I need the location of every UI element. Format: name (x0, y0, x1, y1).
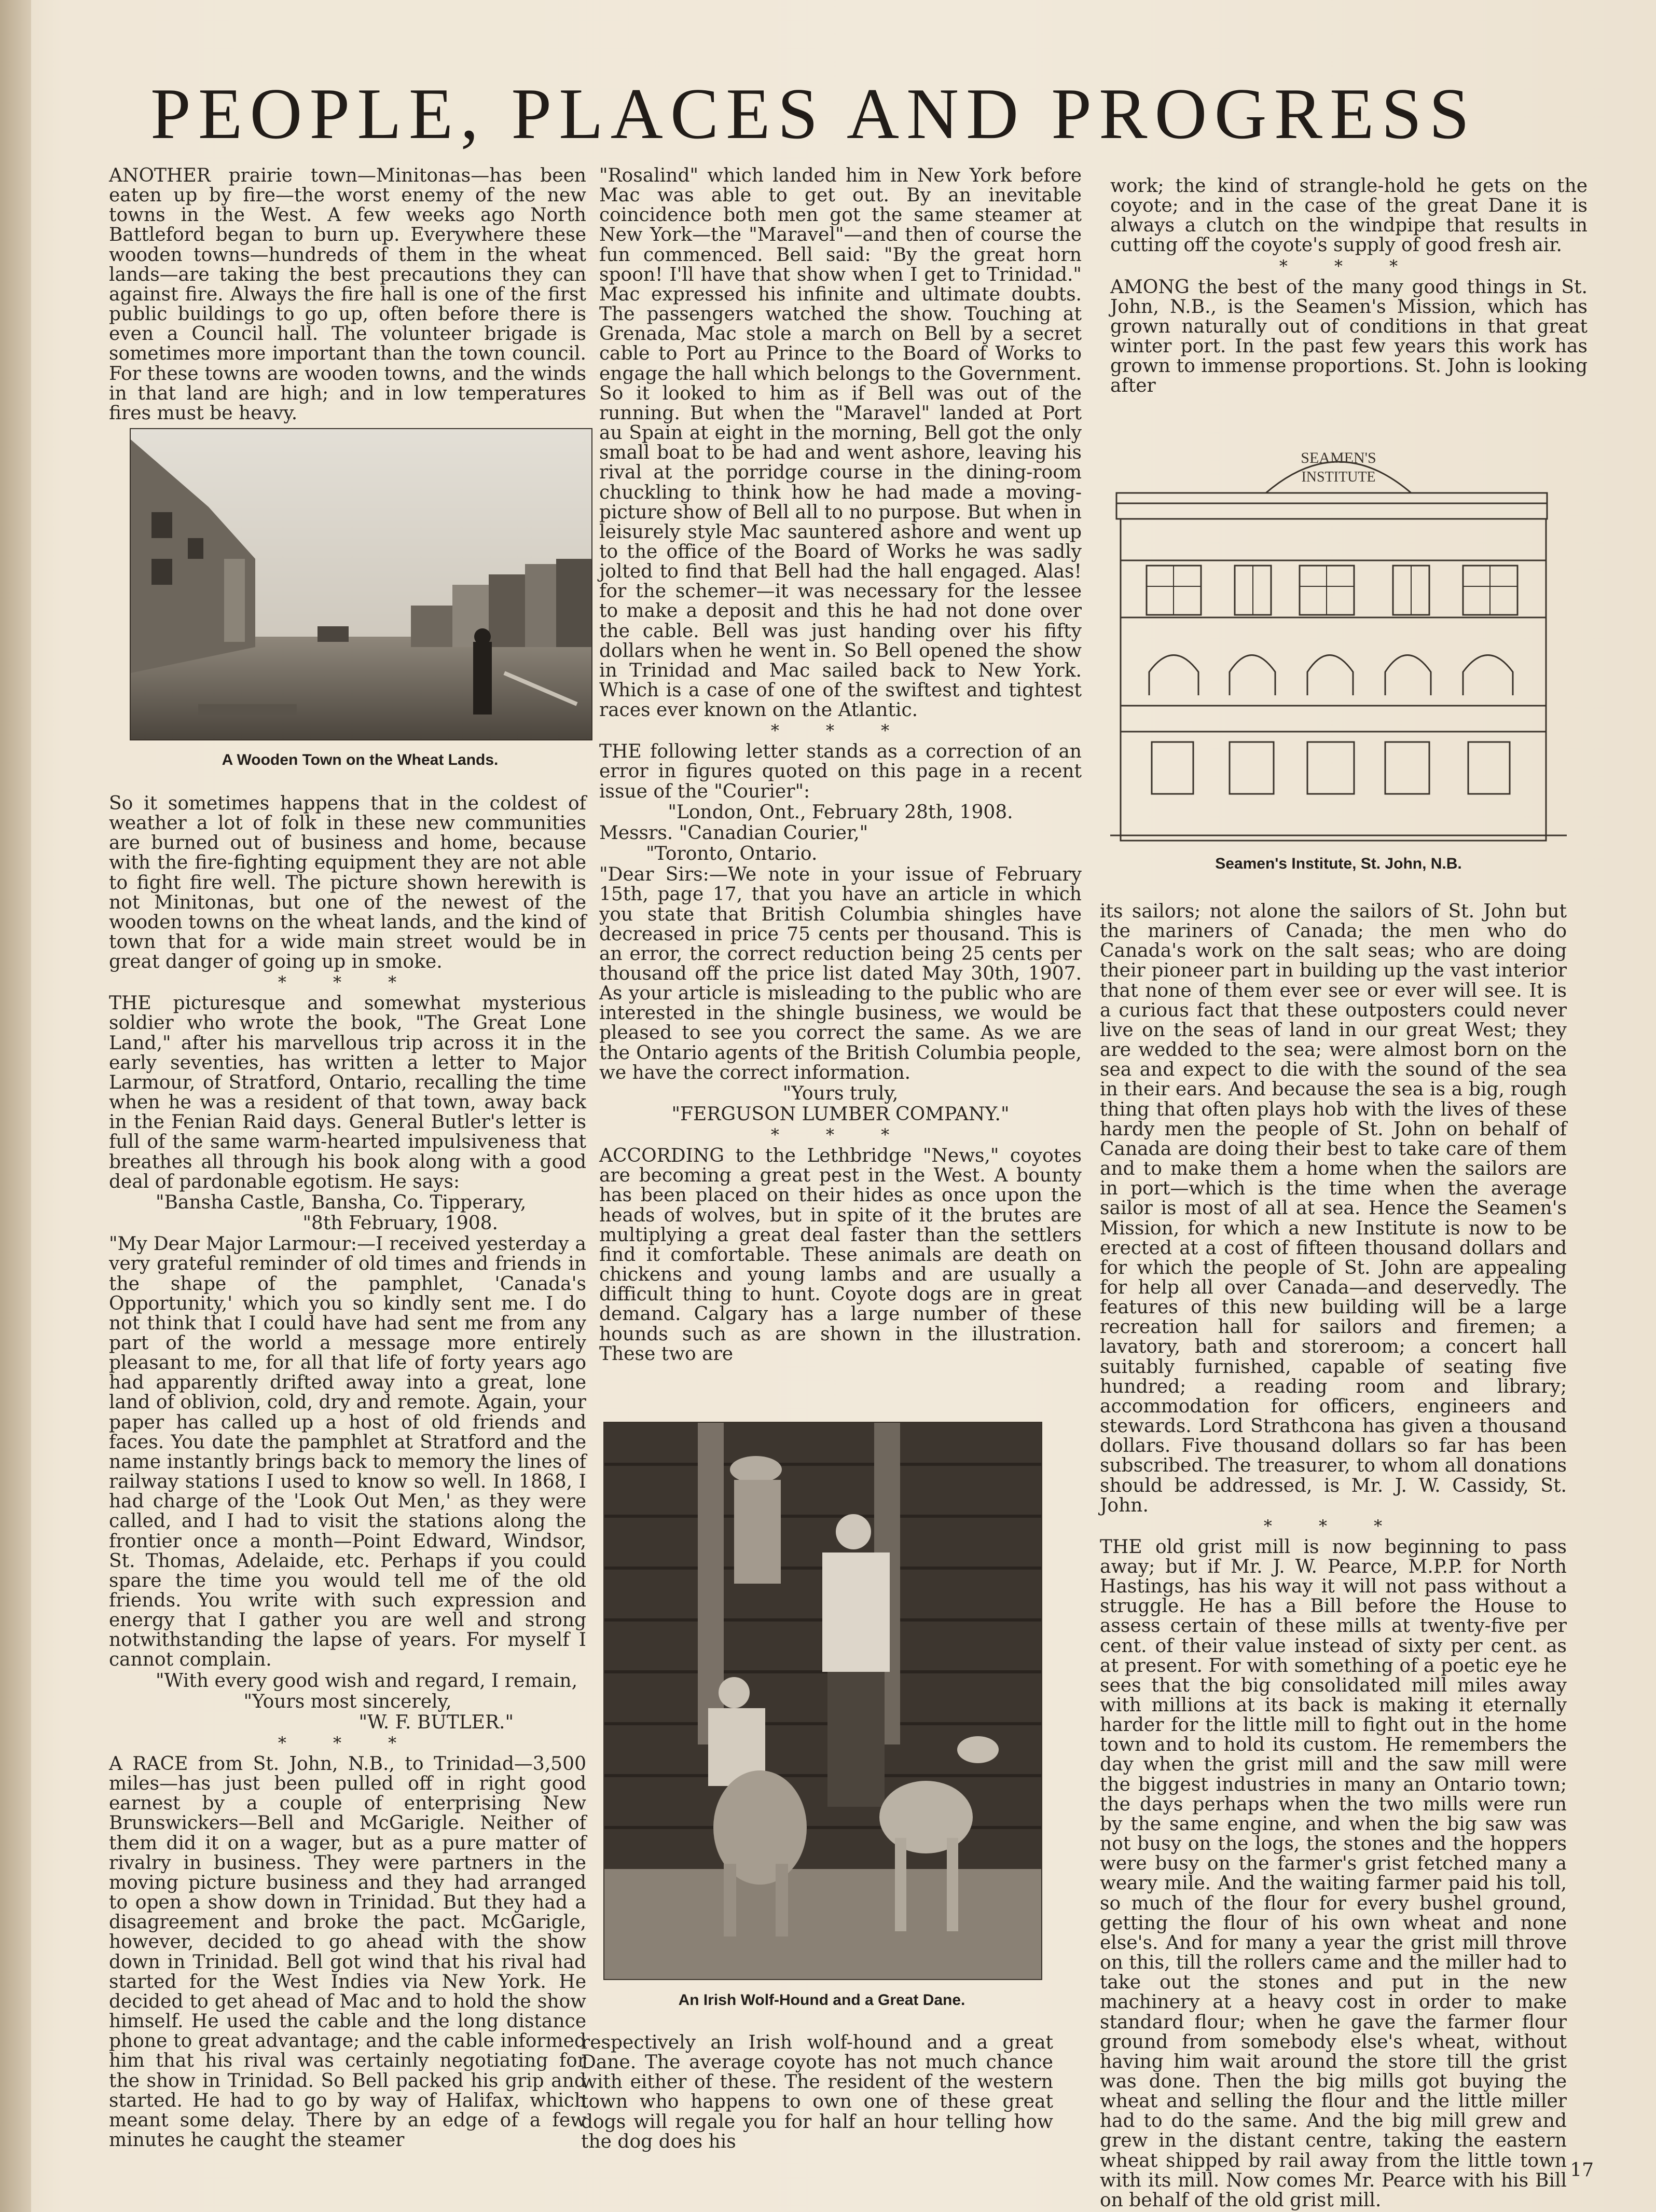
correction-date: "London, Ont., February 28th, 1908. (668, 801, 1013, 823)
article-fire-paragraph: ANOTHER prairie town—Minitonas—has been eaten up by fire—the worst enemy of the new towns in the West. A few weeks ago North Battleford began to burn up. Everywhere these wooden towns—hundreds of them in the wheat lands—are taking the best precautions they can against fire. Always the fire hall is one of the first public buildings to go up, often before there is even a Council hall. The volunteer brigade is sometimes more important than the town council. For these towns are wooden towns, and the winds in that land are high; and in low temperatures fires must be heavy. (109, 165, 586, 424)
institute-building-illustration (1110, 436, 1567, 841)
letter-date: "8th February, 1908. (302, 1213, 498, 1234)
butler-letter-body: "My Dear Major Larmour:—I received yesterday a very grateful reminder of old times and friends in the shape of the pamphlet, 'Canada's Opportunity,' which you so kindly sent me. I do not think that I could have had sent me from any part of the world a message more entirely pleasant to me, for all that life of forty years ago had apparently drifted away into a great, lone land of oblivion, cold, dry and remote. Again, your paper has called up a host of old friends and faces. You date the pamphlet at Stratford and the name instantly brings back to memory the lines of railway stations I used to know so well. In 1868, I had charge of the 'Look Out Men,' as they were called, and I had to visit the stations along the frontier once a month—Point Edward, Windsor, St. Thomas, Adelaide, etc. Perhaps if you could spare the time you would tell me of the old friends. You write with such expression and energy that I gather you are well and strong notwithstanding the lapse of years. For myself I cannot complain. (109, 1233, 586, 1671)
section-divider: * * * (278, 972, 418, 993)
letter-address: "Bansha Castle, Bansha, Co. Tipperary, (156, 1191, 527, 1213)
seamens-institute-drawing (1110, 436, 1567, 841)
institute-caption: Seamen's Institute, St. John, N.B. (1215, 855, 1462, 872)
butler-letter-intro: THE picturesque and somewhat mysterious soldier who wrote the book, "The Great Lone Land," after his marvellous trip across it in the early seventies, has written a letter to Major Larmour, of Stratford, Ontario, recalling the time when he was a resident of that town, away back in the Fenian Raid days. General Butler's letter is full of the same warm-hearted impulsiveness that breathes all through his book along with a good deal of pardonable egotism. He says: (109, 993, 586, 1192)
section-divider: * * * (1263, 1516, 1403, 1536)
binding-gutter (0, 0, 31, 2212)
letter-closing: "With every good wish and regard, I remain, (156, 1670, 578, 1692)
column-1-lower (109, 794, 586, 2150)
seamens-mission-intro: AMONG the best of the many good things in St. John, N.B., is the Seamen's Mission, which has grown naturally out of conditions in that great winter port. In the past few years this work has grown to immense proportions. St. John is looking after (1110, 276, 1588, 397)
race-article: A RACE from St. John, N.B., to Trinidad—3,500 miles—has just been pulled off in right good earnest by a couple of enterprising New Brunswickers—Bell and McGarigle. Neither of them did it on a wager, but as a pure matter of rivalry in business. They were partners in the moving picture business and they had arranged to open a show down in Trinidad. But they had a disagreement and broke the pact. McGarigle, however, decided to go ahead with the show down in Trinidad. Bell got wind that his rival had started for the West Indies via New York. He decided to get ahead of Mac and to hold the show himself. He used the cable and the long distance phone to great advantage; and the cable informed him that his rival was certainly negotiating for the show in Trinidad. So Bell packed his grip and started. He had to go by way of Halifax, which meant some delay. There by an edge of a few minutes he caught the steamer (109, 1753, 586, 2151)
coyote-article-continued-block (581, 2033, 1053, 2152)
coyote-article: ACCORDING to the Lethbridge "News," coyotes are becoming a great pest in the West. A bounty has been placed on their hides as once upon the heads of wolves, but in spite of it the brutes are multiplying a great deal faster than the settlers find it comfortable. These animals are death on chickens and young lambs and are usually a difficult thing to hunt. Coyote dogs are in great demand. Calgary has a large number of these hounds such as are shown in the illustration. These two are (599, 1145, 1082, 1365)
page-number: 17 (1570, 2160, 1594, 2181)
column-2 (599, 166, 1082, 1364)
wooden-town-photo (130, 428, 592, 740)
column-1 (109, 165, 586, 424)
correction-addressee: Messrs. "Canadian Courier," (599, 822, 868, 844)
dogs-caption: An Irish Wolf-Hound and a Great Dane. (678, 1991, 965, 2009)
wolfhound-great-dane-illustration (604, 1423, 1041, 1979)
coyote-article-end: work; the kind of strangle-hold he gets on the coyote; and in the case of the great Dane it is always a clutch on the windpipe that results in cutting off the coyote's supply of good fresh air. (1110, 175, 1588, 256)
coyote-article-continued: respectively an Irish wolf-hound and a great Dane. The average coyote has not much chance with either of these. The resident of the western town who happens to own one of these great dogs will regale you for half an hour telling how the dog does his (581, 2032, 1053, 2152)
correction-address: "Toronto, Ontario. (646, 843, 818, 865)
section-divider: * * * (1279, 256, 1419, 276)
seamens-mission-body: its sailors; not alone the sailors of St. John but the mariners of Canada; the men who do Canada's work on the salt seas; who are doing their pioneer part in building up the vast interior that none of them ever see or ever will see. It is a curious fact that these outposters could never live on the seas of land in our great West; they are wedded to the sea; were almost born on the sea and expect to die with the sound of the sea in their ears. And because the sea is a big, rough thing that often plays hob with the lives of these hardy men the people of St. John on behalf of Canada are doing their best to take care of them and to make them a home when the sailors are in port—which is the time when the average sailor is most of all at sea. Hence the Seamen's Mission, for which a new Institute is now to be erected at a cost of fifteen thousand dollars and for which the people of St. John are appealing for help all over Canada—and deservedly. The features of this new building will be a large recreation hall for sailors and firemen; a lavatory, bath and storeroom; a concert hall suitably furnished, capable of seating five hundred; a reading room and library; accommodation for officers, engineers and stewards. Lord Strathcona has given a thousand dollars. Five thousand dollars so far has been subscribed. The treasurer, to whom all donations should be addressed, is Mr. J. W. Cassidy, St. John. (1100, 901, 1567, 1516)
grist-mill-article: THE old grist mill is now beginning to pass away; but if Mr. J. W. Pearce, M.P.P. for North Hastings, has his way it will not pass without a struggle. He has a Bill before the House to assess certain of these mills at twenty-five per cent. of their value instead of sixty per cent. as at present. For with something of a poetic eye he sees that the big consolidated mill miles away with millions at its back is making it eternally harder for the little mill to fight out in the home town and to hold its custom. He remembers the day when the grist mill and the saw mill were the biggest industries in many an Ontario town; the days perhaps when the two mills were run by the same engine, and when the big saw was not busy on the logs, the stones and the hoppers were busy on the farmer's grist fetched many a weary mile. And the waiting farmer paid his toll, so much of the flour for every bushel ground, getting the flour of his own wheat and none else's. And for many a year the grist mill throve on this, till the rollers came and the miller had to take out the stones and put in the new machinery at a heavy cost in order to make standard flour; when he gave the farmer flour ground from somebody else's wheat, without having him wait around the store till the grist was done. Then the big mills got buying the wheat and selling the flour and the little miller had to do the same. And the big mill grew and grew in the distant centre, taking the eastern wheat shipped by rail away from the little town with its mill. Now comes Mr. Pearce with his Bill on behalf of the old grist mill. (1100, 1536, 1567, 2211)
correction-signoff: "Yours truly, (782, 1082, 899, 1104)
institute-sign-line-2: INSTITUTE (1301, 469, 1376, 485)
institute-sign-line-1: SEAMEN'S (1301, 449, 1376, 466)
race-article-continued: "Rosalind" which landed him in New York before Mac was able to get out. By an inevitable coincidence both men got the same steamer at New York—the "Maravel"—and then of course the fun commenced. Bell said: "By the great horn spoon! I'll have that show when I get to Trinidad." Mac expressed his infinite and ultimate doubts. The passengers watched the show. Touching at Grenada, Mac stole a march on Bell by a secret cable to Port au Prince to the Board of Works to engage the hall which belongs to the Government. So it looked to him as if Bell was out of the running. But when the "Maravel" landed at Port au Spain at eight in the morning, Bell got the only small boat to be had and went ashore, leaving his rival at the porridge course in the dining-room chuckling to think how he had made a moving-picture show of Bell all to no purpose. But when in leisurely style Mac sauntered ashore and went up to the office of the Board of Works he was sadly jolted to find that Bell had the hall engaged. Alas! for the schemer—it was necessary for the lessee to make a deposit and this he had not done over the cable. Bell was just handing over his fifty dollars when he went in. So Bell opened the show in Trinidad and Mac sailed back to New York. Which is a case of one of the swiftest and tightest races ever known on the Atlantic. (599, 165, 1082, 721)
column-3-lower (1100, 902, 1567, 2210)
dogs-photo (603, 1422, 1042, 1980)
section-divider: * * * (278, 1733, 418, 1753)
correction-intro: THE following letter stands as a correction of an error in figures quoted on this page in a recent issue of the "Courier": (599, 741, 1082, 802)
wooden-town-illustration (131, 429, 591, 739)
wooden-town-caption: A Wooden Town on the Wheat Lands. (222, 751, 499, 768)
column-3 (1110, 176, 1588, 415)
letter-signoff: "Yours most sincerely, (243, 1691, 452, 1712)
page-title: PEOPLE, PLACES AND PROGRESS (150, 74, 1477, 154)
correction-letter-body: "Dear Sirs:—We note in your issue of February 15th, page 17, that you have an article in which you state that British Columbia shingles have decreased in price 75 cents per thousand. This is an error, the correct reduction being 25 cents per thousand off the price list dated May 30th, 1907. As your article is misleading to the public who are interested in the shingle business, we would be pleased to see you correct the same. As we are the Ontario agents of the British Columbia people, we have the correct information. (599, 864, 1082, 1083)
section-divider: * * * (770, 1125, 910, 1145)
letter-signature: "W. F. BUTLER." (358, 1711, 514, 1733)
correction-signature: "FERGUSON LUMBER COMPANY." (671, 1104, 1010, 1125)
fire-paragraph-continued: So it sometimes happens that in the coldest of weather a lot of folk in these new communities are burned out of business and home, because with the fire-fighting equipment they are not able to fight fire well. The picture shown herewith is not Minitonas, but one of the newest of the wooden towns on the wheat lands, and the kind of town that for a wide main street would be in great danger of going up in smoke. (109, 793, 586, 973)
section-divider: * * * (770, 721, 910, 741)
